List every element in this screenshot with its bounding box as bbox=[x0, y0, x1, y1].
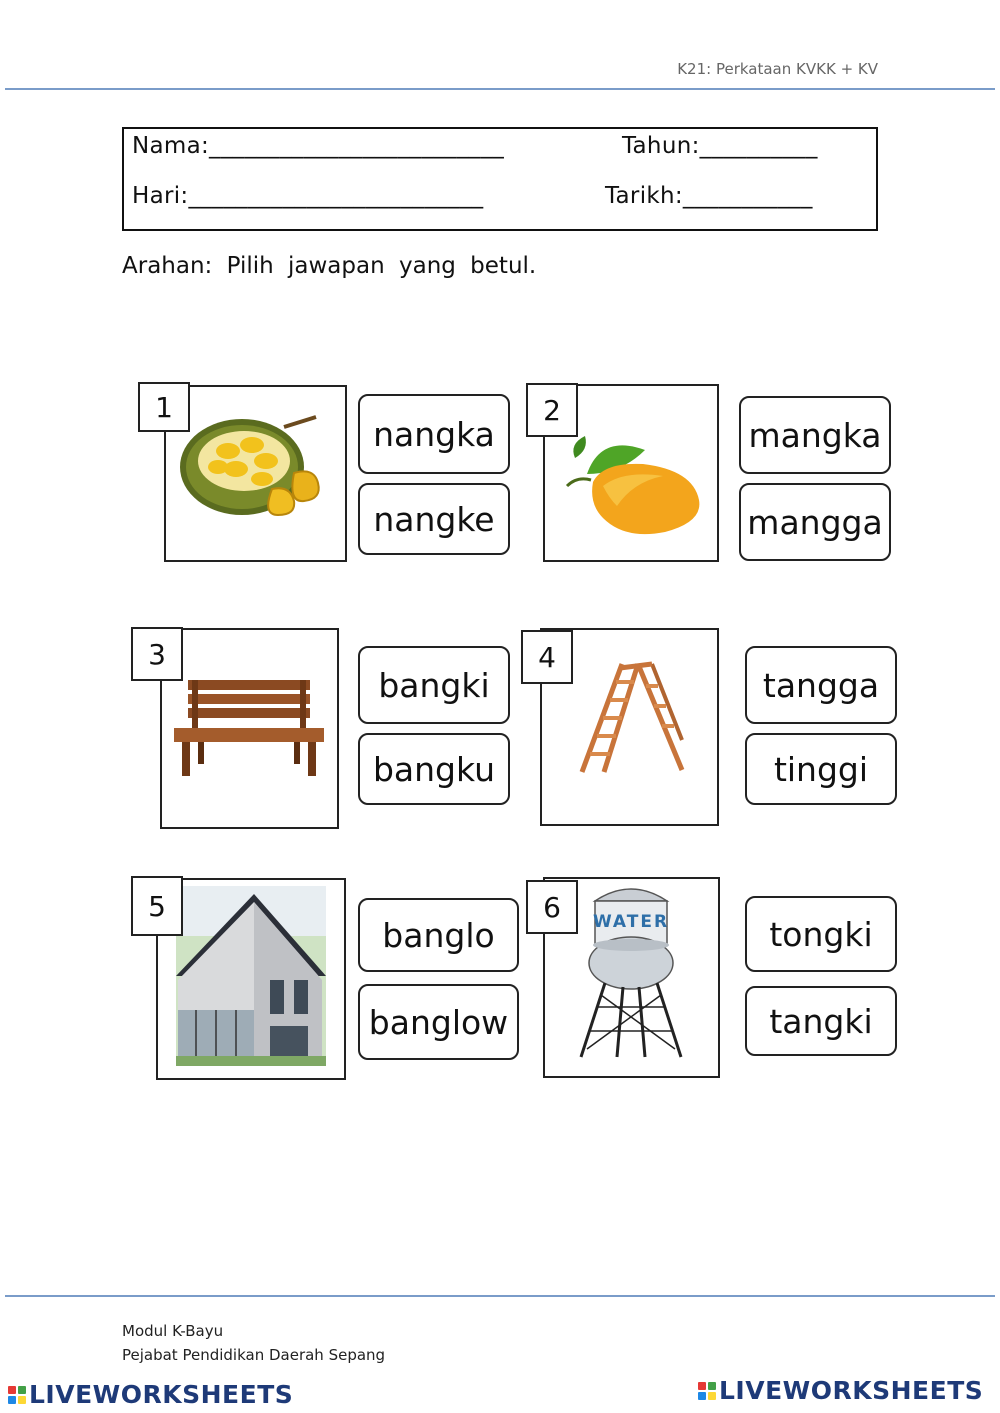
question-3-option-b[interactable]: bangku bbox=[358, 733, 510, 805]
question-3-image-box bbox=[160, 628, 339, 829]
bench-image bbox=[162, 630, 337, 827]
question-2-option-b[interactable]: mangga bbox=[739, 483, 891, 561]
question-1-number: 1 bbox=[138, 382, 190, 432]
footer-rule bbox=[5, 1295, 995, 1297]
question-1-option-a[interactable]: nangka bbox=[358, 394, 510, 474]
module-code: K21: Perkataan KVKK + KV bbox=[677, 60, 878, 78]
question-4-number: 4 bbox=[521, 630, 573, 684]
question-2-option-a[interactable]: mangka bbox=[739, 396, 891, 474]
question-4-option-a[interactable]: tangga bbox=[745, 646, 897, 724]
bungalow-image bbox=[158, 880, 344, 1078]
day-field[interactable]: Hari:_________________________ bbox=[132, 183, 484, 209]
question-5-option-b[interactable]: banglow bbox=[358, 984, 519, 1060]
question-4-option-b[interactable]: tinggi bbox=[745, 733, 897, 805]
student-info-box bbox=[122, 127, 878, 231]
year-field[interactable]: Tahun:__________ bbox=[622, 133, 818, 159]
question-6-option-a[interactable]: tongki bbox=[745, 896, 897, 972]
date-field[interactable]: Tarikh:___________ bbox=[605, 183, 813, 209]
liveworksheets-icon bbox=[8, 1386, 26, 1404]
name-field[interactable]: Nama:_________________________ bbox=[132, 133, 505, 159]
footer-module: Modul K-Bayu bbox=[122, 1322, 224, 1340]
question-1-option-b[interactable]: nangke bbox=[358, 483, 510, 555]
jackfruit-image bbox=[166, 387, 345, 560]
question-6-option-b[interactable]: tangki bbox=[745, 986, 897, 1056]
liveworksheets-wordmark: LIVEWORKSHEETS bbox=[719, 1376, 984, 1405]
question-5-option-a[interactable]: banglo bbox=[358, 898, 519, 972]
question-1-image-box bbox=[164, 385, 347, 562]
liveworksheets-logo-right[interactable] bbox=[698, 1376, 983, 1405]
question-6-number: 6 bbox=[526, 880, 578, 934]
footer-office: Pejabat Pendidikan Daerah Sepang bbox=[122, 1346, 386, 1364]
question-3-option-a[interactable]: bangki bbox=[358, 646, 510, 724]
liveworksheets-icon bbox=[698, 1382, 716, 1400]
question-5-image-box bbox=[156, 878, 346, 1080]
instruction-text: Arahan: Pilih jawapan yang betul. bbox=[122, 253, 537, 279]
liveworksheets-wordmark: LIVEWORKSHEETS bbox=[29, 1380, 294, 1409]
tank-label: WATER bbox=[592, 912, 670, 932]
question-2-number: 2 bbox=[526, 383, 578, 437]
question-5-number: 5 bbox=[131, 876, 183, 936]
question-3-number: 3 bbox=[131, 627, 183, 681]
liveworksheets-logo-left[interactable] bbox=[8, 1380, 293, 1409]
header-rule bbox=[5, 88, 995, 90]
